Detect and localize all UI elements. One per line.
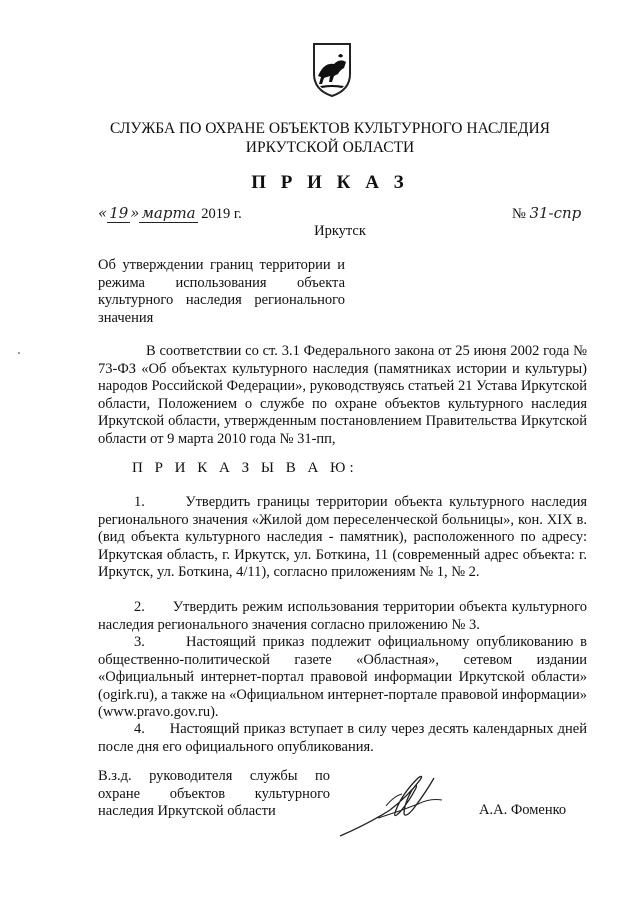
item-number: 3.: [134, 634, 145, 650]
item-text: Настоящий приказ подлежит официальному опубликованию в общественно-политической газете «Областная», сетевом издании «Официальный интернет-портал правовой информации Иркутской области» (ogirk.ru), а также на «Официальном интернет-портале правовой информации» (www.pravo.gov.ru).: [98, 634, 587, 720]
item-number: 4.: [134, 721, 145, 737]
number-prefix: №: [512, 206, 526, 222]
item-text: Настоящий приказ вступает в силу через десять календарных дней после дня его официального опубликования.: [98, 721, 588, 755]
item-text: Утвердить границы территории объекта культурного наследия регионального значения «Жилой дом переселенческой больницы», кон. XIX в. (вид объекта культурного наследия - памятник), расположенного по адресу: Иркутская область, г. Иркутск, ул. Боткина, 11 (современный адрес объекта: г. Иркутск, ул. Боткина, 4/11), согласно приложениям № 1, № 2.: [98, 494, 587, 580]
preamble-paragraph: [98, 343, 587, 448]
signatory-position: В.з.д. руководителя службы по охране объектов культурного наследия Иркутской области: [98, 768, 330, 819]
list-item: [98, 494, 587, 582]
date-year: 2019 г.: [201, 206, 242, 222]
item-number: 2.: [134, 599, 145, 615]
preamble-text: В соответствии со ст. 3.1 Федерального закона от 25 июня 2002 года № 73-ФЗ «Об объектах культурного наследия (памятниках истории и культуры) народов Российской Федерации», руководствуясь статьей 21 Устава Иркутской области, Положением о службе по охране объектов культурного наследия Иркутской области, утвержденным постановлением Правительства Иркутской области от 9 марта 2010 года № 31-пп,: [98, 343, 587, 447]
scan-speck: [18, 352, 20, 354]
list-item: [98, 721, 587, 756]
item-number: 1.: [134, 494, 145, 510]
document-type-title: П Р И К А З: [251, 172, 409, 193]
list-item: [98, 599, 587, 634]
list-item: [98, 634, 587, 722]
city: Иркутск: [314, 223, 366, 239]
number-value: 31-спр: [529, 204, 582, 222]
date-open-quote: «: [98, 204, 108, 222]
organization-name-line-2: ИРКУТСКОЙ ОБЛАСТИ: [245, 139, 415, 156]
order-word: П Р И К А З Ы В А Ю:: [132, 460, 358, 476]
handwritten-signature: [338, 770, 448, 840]
date-day: 19: [109, 204, 129, 222]
signatory-name: А.А. Фоменко: [479, 802, 567, 818]
order-date: [98, 204, 242, 223]
order-number: [512, 204, 581, 223]
order-subject: Об утверждении границ территории и режима использования объекта культурного наследия регионального значения: [98, 257, 345, 326]
date-close-quote: »: [130, 204, 140, 222]
organization-name-line-1: СЛУЖБА ПО ОХРАНЕ ОБЪЕКТОВ КУЛЬТУРНОГО НАСЛЕДИЯ: [109, 120, 551, 137]
coat-of-arms-icon: [310, 40, 354, 98]
item-text: Утвердить режим использования территории объекта культурного наследия регионального значения согласно приложению № 3.: [98, 599, 588, 633]
date-month: марта: [141, 204, 196, 222]
